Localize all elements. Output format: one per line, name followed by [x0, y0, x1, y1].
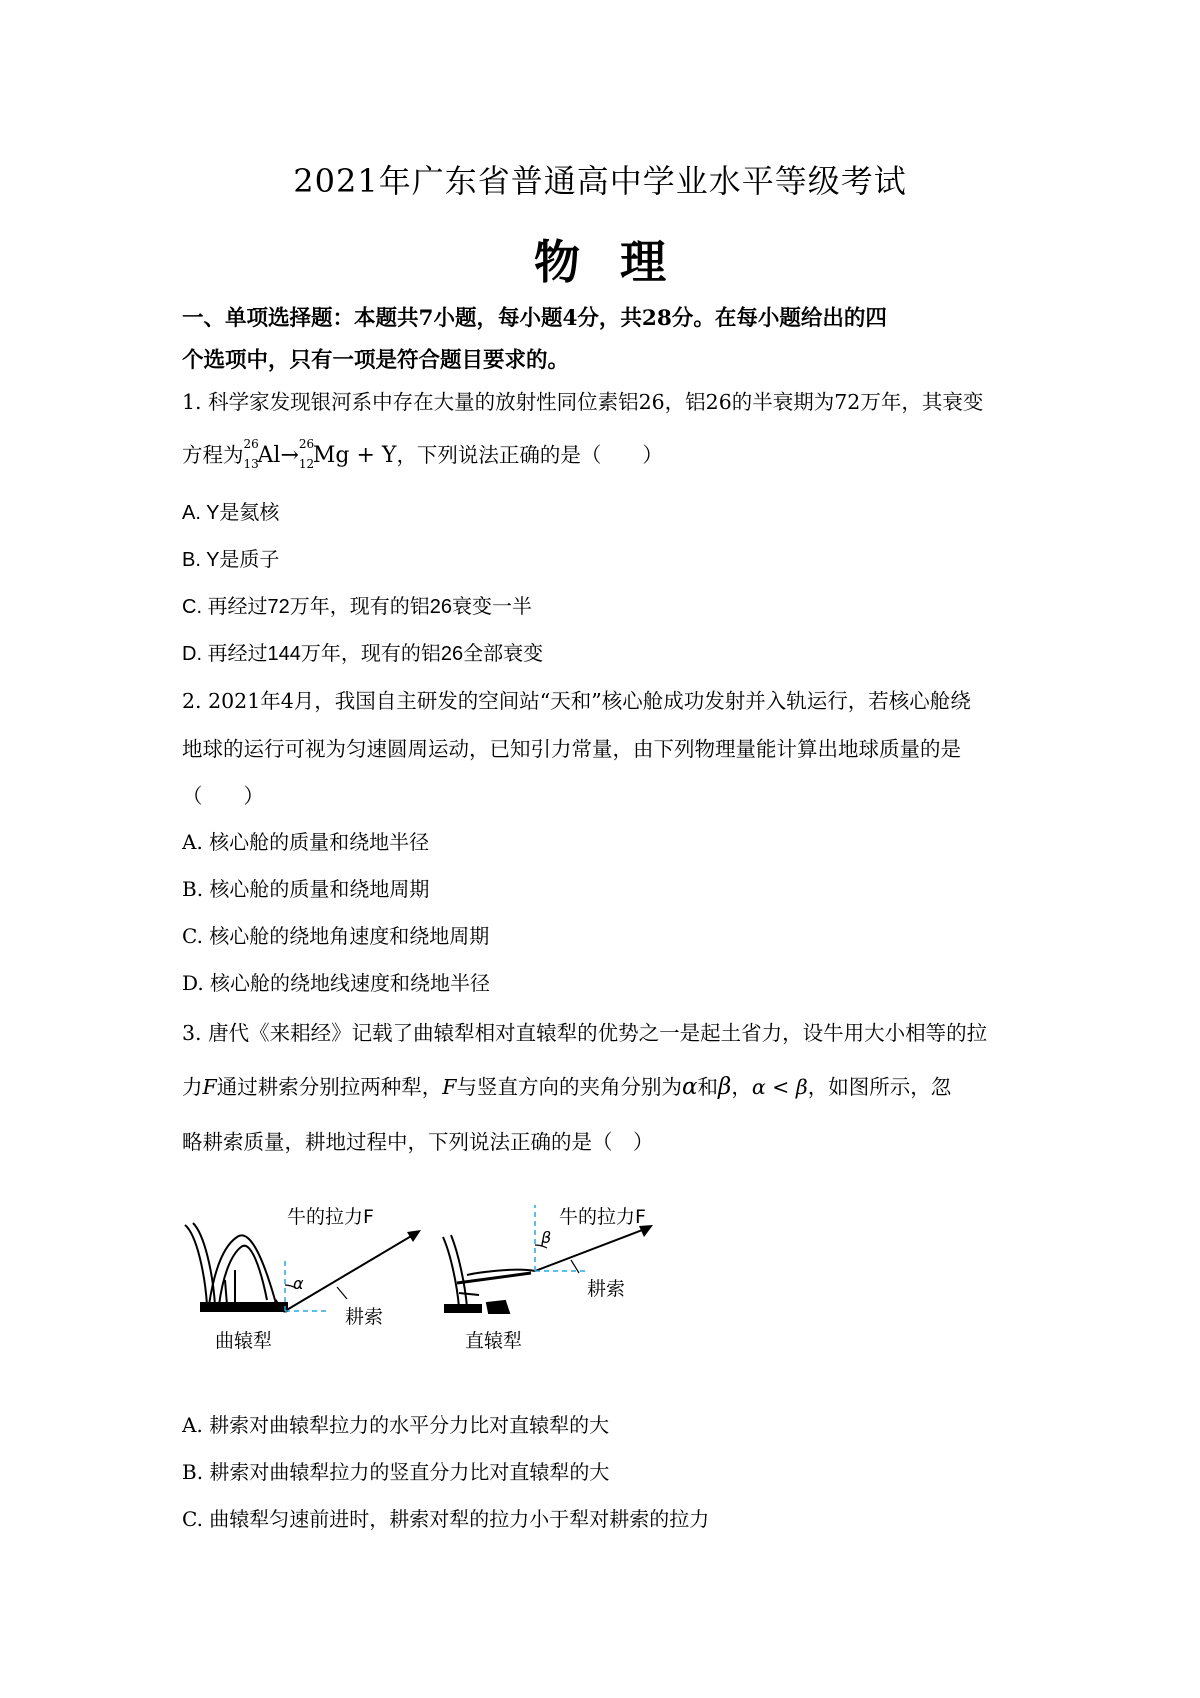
q1-option-c: C. 再经过72万年，现有的铝26衰变一半: [182, 596, 533, 618]
left-caption: 曲辕犁: [215, 1330, 273, 1352]
exam-title: 2021年广东省普通高中学业水平等级考试: [293, 162, 907, 200]
q2-option-d: D. 核心舱的绕地线速度和绕地半径: [182, 971, 491, 995]
q3-line3: 略耕索质量，耕地过程中，下列说法正确的是（ ）: [182, 1130, 654, 1154]
q2-line2: 地球的运行可视为匀速圆周运动，已知引力常量，由下列物理量能计算出地球质量的是: [182, 737, 961, 761]
q3-option-c: C. 曲辕犁匀速前进时，耕索对犁的拉力小于犁对耕索的拉力: [182, 1507, 710, 1531]
q1-option-a: A. Y是氦核: [182, 502, 280, 524]
mg-symbol-plus-y: Mg + Y: [312, 443, 397, 468]
q3-line2-comma: ，: [731, 1075, 752, 1099]
q1-line2-prefix: 方程为: [182, 443, 244, 467]
q2-line1: 2. 2021年4月，我国自主研发的空间站“天和”核心舱成功发射并入轨运行，若核心舱绕: [182, 689, 971, 713]
q1-line2: [182, 437, 663, 471]
q3-option-a: A. 耕索对曲辕犁拉力的水平分力比对直辕犁的大: [182, 1413, 610, 1437]
left-rope-label: 耕索: [345, 1306, 384, 1328]
beta-symbol: β: [718, 1074, 732, 1100]
force-symbol-f: F: [202, 1075, 217, 1099]
al-nuclide-numbers: [243, 437, 259, 471]
alpha-symbol: α: [681, 1074, 698, 1100]
q2-option-a: A. 核心舱的质量和绕地半径: [182, 830, 430, 854]
q3-line2-part-d: ，如图所示，忽: [807, 1075, 952, 1099]
q3-line1: 3. 唐代《来耜经》记载了曲辕犁相对直辕犁的优势之一是起土省力，设牛用大小相等的拉: [182, 1021, 988, 1045]
q3-line2-part-c: 与竖直方向的夹角分别为: [456, 1075, 682, 1099]
force-symbol-f-2: F: [442, 1075, 457, 1099]
al-mass-number: 26: [243, 437, 259, 451]
section-heading-line2: 个选项中，只有一项是符合题目要求的。: [182, 348, 570, 373]
mg-mass-number: 26: [298, 437, 315, 451]
decay-arrow: →: [280, 443, 299, 468]
mg-atomic-number: 12: [298, 457, 315, 471]
right-force-label: 牛的拉力F: [559, 1206, 646, 1228]
q1-line1: 1. 科学家发现银河系中存在大量的放射性同位素铝26，铝26的半衰期为72万年，其衰变: [182, 390, 984, 414]
left-angle-alpha: α: [293, 1274, 304, 1293]
straight-plough-drawing: [443, 1235, 535, 1313]
q2-option-b: B. 核心舱的质量和绕地周期: [182, 877, 430, 901]
subject-title: 物理: [534, 235, 706, 289]
q3-line2-and: 和: [697, 1075, 719, 1099]
mg-nuclide-numbers: [298, 437, 315, 471]
q3-line2: [182, 1070, 951, 1100]
right-angle-beta: β: [541, 1228, 552, 1247]
q1-option-b: B. Y是质子: [182, 549, 280, 571]
left-force-label: 牛的拉力F: [287, 1206, 374, 1228]
q1-option-d: D. 再经过144万年，现有的铝26全部衰变: [182, 643, 544, 665]
q2-line3: （ ）: [182, 784, 264, 808]
al-symbol: Al: [257, 443, 281, 468]
q3-line2-part-b: 通过耕索分别拉两种犁，: [216, 1075, 443, 1099]
alpha-less-than-beta: α < β: [751, 1075, 808, 1099]
al-atomic-number: 13: [243, 457, 259, 471]
section-heading-line1: 一、单项选择题：本题共7小题，每小题4分，共28分。在每小题给出的四: [182, 306, 887, 331]
right-rope-label: 耕索: [587, 1278, 626, 1300]
q1-line2-suffix: ，下列说法正确的是（ ）: [396, 443, 663, 467]
right-caption: 直辕犁: [465, 1330, 523, 1352]
q3-line2-part-a: 力: [182, 1075, 203, 1099]
plough-figure: [175, 1175, 735, 1355]
curved-plough-force-arrow: [285, 1230, 421, 1311]
q2-option-c: C. 核心舱的绕地角速度和绕地周期: [182, 924, 490, 948]
curved-plough-drawing: [185, 1223, 287, 1311]
q3-option-b: B. 耕索对曲辕犁拉力的竖直分力比对直辕犁的大: [182, 1460, 610, 1484]
